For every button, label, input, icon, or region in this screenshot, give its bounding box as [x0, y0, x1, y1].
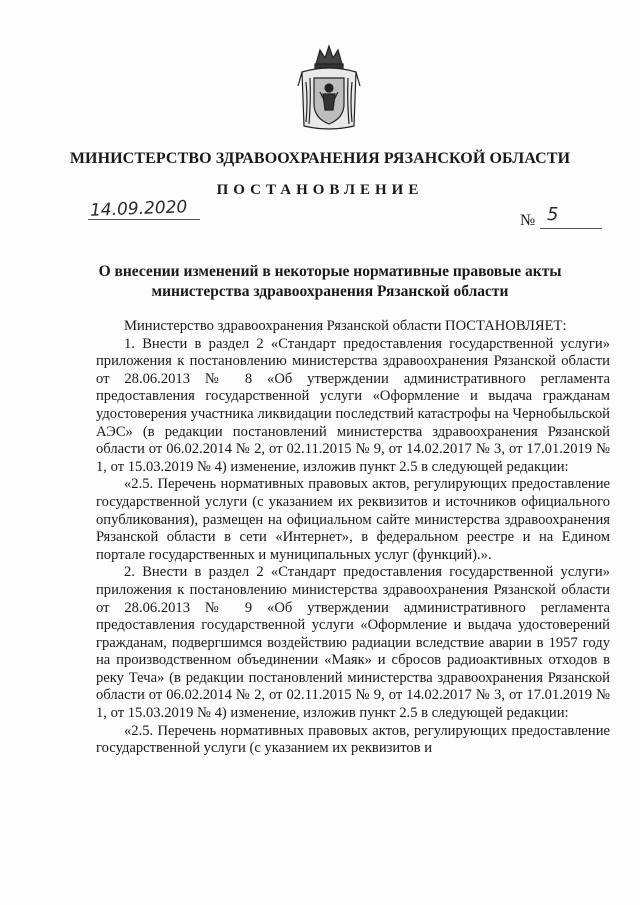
- quote-1-paragraph: «2.5. Перечень нормативных правовых актов, регулирующих предоставление государственной услуги (с указанием их реквизитов и источников официального опубликования), размещен на официальном сайте министерства здравоохранения Рязанской области в сети «Интернет», в федеральном реестре и на Едином портале государственных и муниципальных услуг (функций).».: [96, 476, 610, 563]
- subject-line-1: О внесении изменений в некоторые нормативные правовые акты: [98, 263, 562, 280]
- document-body: [96, 318, 610, 758]
- document-subject: [60, 262, 600, 302]
- item-2-paragraph: 2. Внести в раздел 2 «Стандарт предоставления государственной услуги» приложения к постановлению министерства здравоохранения Рязанской области от 28.06.2013 № 9 «Об утверждении административного регламента предоставления государственной услуги «Оформление и выдача удостоверений гражданам, подвергшимся воздействию радиации вследствие аварии в 1957 году на производственном объединении «Маяк» и сбросов радиоактивных отходов в реку Теча» (в редакции постановлений министерства здравоохранения Рязанской области от 06.02.2014 № 2, от 02.11.2015 № 9, от 14.02.2017 № 3, от 17.01.2019 № 1, от 15.03.2019 № 4) изменение, изложив пункт 2.5 в следующей редакции:: [96, 564, 610, 722]
- intro-paragraph: Министерство здравоохранения Рязанской области ПОСТАНОВЛЯЕТ:: [124, 318, 567, 334]
- document-date: 14.09.2020: [89, 197, 188, 221]
- date-underline: [88, 219, 200, 220]
- document-type: ПОСТАНОВЛЕНИЕ: [216, 182, 424, 198]
- ministry-name: МИНИСТЕРСТВО ЗДРАВООХРАНЕНИЯ РЯЗАНСКОЙ ОБЛАСТИ: [69, 150, 571, 167]
- number-underline: [540, 228, 602, 229]
- document-number: 5: [547, 204, 559, 225]
- item-1-paragraph: 1. Внести в раздел 2 «Стандарт предоставления государственной услуги» приложения к постановлению министерства здравоохранения Рязанской области от 28.06.2013 № 8 «Об утверждении административного регламента предоставления государственной услуги «Оформление и выдача гражданам удостоверения участника ликвидации последствий катастрофы на Чернобыльской АЭС» (в редакции постановлений министерства здравоохранения Рязанской области от 06.02.2014 № 2, от 02.11.2015 № 9, от 14.02.2017 № 3, от 17.01.2019 № 1, от 15.03.2019 № 4) изменение, изложив пункт 2.5 в следующей редакции:: [96, 335, 610, 475]
- quote-2-paragraph: «2.5. Перечень нормативных правовых актов, регулирующих предоставление государственной услуги (с указанием их реквизитов и: [96, 722, 610, 757]
- number-label: №: [520, 212, 536, 229]
- subject-line-2: министерства здравоохранения Рязанской области: [151, 283, 509, 300]
- coat-of-arms-emblem: [296, 42, 362, 134]
